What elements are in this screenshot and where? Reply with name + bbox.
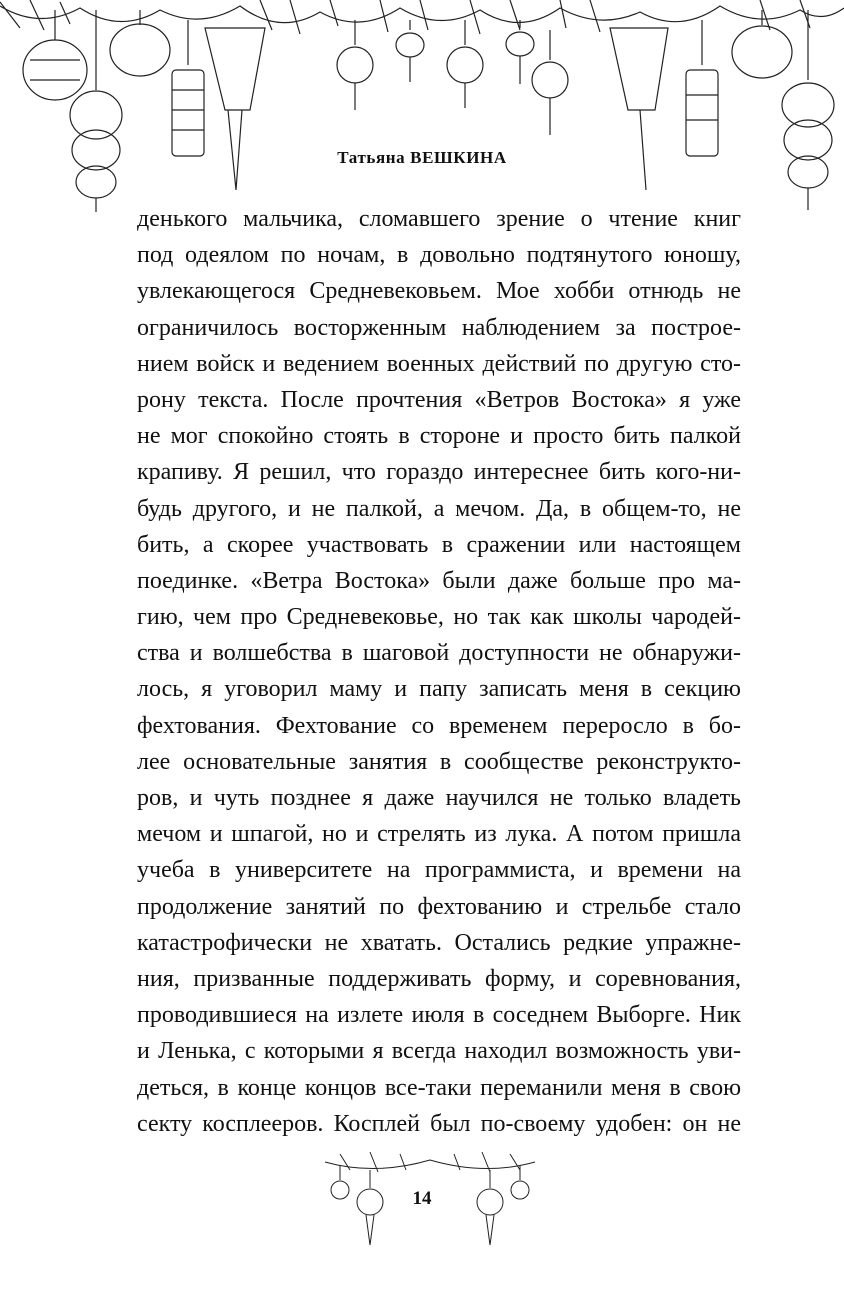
text-line: лось, я уговорил маму и папу записать меня в секцию [137, 676, 741, 703]
text-line: не мог спокойно стоять в стороне и просто бить палкой [137, 423, 741, 450]
text-line: поединке. «Ветра Востока» были даже больше про ма- [137, 567, 741, 594]
text-line: учеба в университете на программиста, и времени на [137, 857, 741, 884]
body-text [137, 201, 741, 1142]
text-line: крапиву. Я решил, что гораздо интереснее бить кого-ни- [137, 459, 741, 486]
text-line: проводившиеся на излете июля в соседнем Выборге. Ник [137, 1002, 741, 1029]
text-line: рону текста. После прочтения «Ветров Востока» я уже [137, 386, 741, 413]
text-line: фехтования. Фехтование со временем переросло в бо- [137, 712, 741, 739]
text-line: мечом и шпагой, но и стрелять из лука. А потом пришла [137, 821, 741, 848]
running-head-author: Татьяна ВЕШКИНА [337, 148, 507, 167]
text-line: лее основательные занятия в сообществе реконструкто- [137, 748, 741, 775]
header-lantern-ornament [0, 0, 844, 215]
text-line: ров, и чуть позднее я даже научился не только владеть [137, 785, 741, 811]
text-line: увлекающегося Средневековьем. Мое хобби отнюдь не [137, 278, 741, 305]
text-line: ограничилось восторженным наблюдением за построе- [137, 314, 741, 341]
page-number: 14 [412, 1188, 432, 1209]
text-line: денького мальчика, сломавшего зрение о чтение книг [137, 206, 741, 232]
text-line: ния, призванные поддерживать форму, и соревнования, [137, 965, 741, 992]
text-line: и Ленька, с которыми я всегда находил возможность уви- [137, 1038, 741, 1065]
text-line: продолжение занятий по фехтованию и стрельбе стало [137, 893, 741, 920]
footer-lantern-ornament [320, 1150, 540, 1270]
text-line: бить, а скорее участвовать в сражении или настоящем [137, 531, 741, 558]
text-line: секту косплееров. Косплей был по-своему удобен: он не [137, 1110, 741, 1137]
text-line: деться, в конце концов все-таки переманили меня в свою [137, 1074, 741, 1101]
text-line: будь другого, и не палкой, а мечом. Да, в общем-то, не [137, 495, 741, 522]
text-line: гию, чем про Средневековье, но так как школы чародей- [137, 604, 741, 631]
text-line: под одеялом по ночам, в довольно подтянутого юношу, [137, 242, 741, 269]
text-line: нием войск и ведением военных действий по другую сто- [137, 350, 741, 377]
text-line: ства и волшебства в шаговой доступности не обнаружи- [137, 640, 741, 667]
text-line: катастрофически не хватать. Остались редкие упражне- [137, 929, 741, 956]
